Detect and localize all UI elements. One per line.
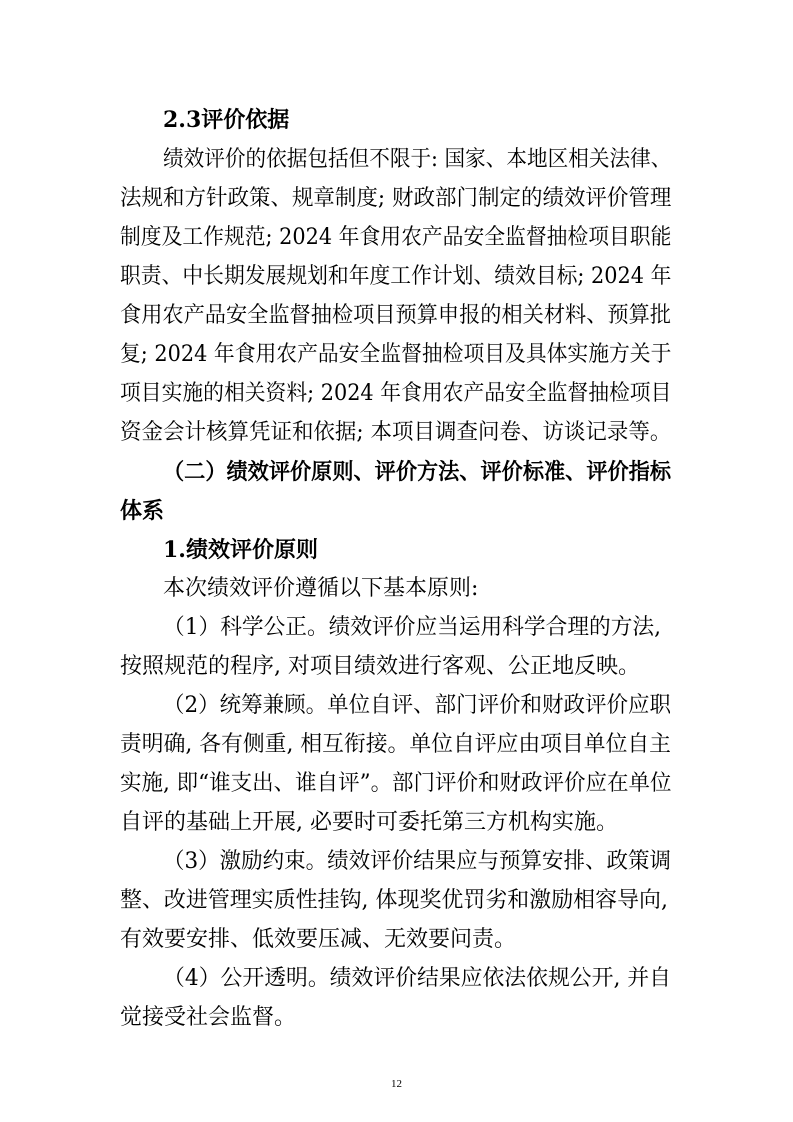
page-number: 12 [391, 1078, 402, 1090]
text-line: （2）统筹兼顾。单位自评、部门评价和财政评价应职 [163, 693, 671, 718]
text-line: 复; 2024 年食用农产品安全监督抽检项目及具体实施方关于 [120, 342, 672, 367]
text-line: 自评的基础上开展, 必要时可委托第三方机构实施。 [120, 810, 618, 835]
text-line: （4）公开透明。绩效评价结果应依法依规公开, 并自 [163, 966, 671, 991]
heading-text: 1.绩效评价原则 [163, 537, 318, 563]
text-line: 职责、中长期发展规划和年度工作计划、绩效目标; 2024 年 [120, 264, 672, 289]
text-line: 按照规范的程序, 对项目绩效进行客观、公正地反映。 [120, 654, 640, 679]
heading-text: （二）绩效评价原则、评价方法、评价标准、评价指标 [163, 459, 672, 485]
text-line: 绩效评价的依据包括但不限于: 国家、本地区相关法律、 [163, 147, 672, 172]
text-line: 项目实施的相关资料; 2024 年食用农产品安全监督抽检项目 [120, 381, 672, 406]
heading-text: 体系 [120, 498, 165, 524]
text-line: 资金会计核算凭证和依据; 本项目调查问卷、访谈记录等。 [120, 420, 672, 445]
text-line: 觉接受社会监督。 [120, 1005, 297, 1030]
text-line: 实施, 即“谁支出、谁自评”。部门评价和财政评价应在单位 [120, 771, 672, 796]
heading-text: 2.3评价依据 [163, 107, 290, 133]
text-line: 制度及工作规范; 2024 年食用农产品安全监督抽检项目职能 [120, 225, 672, 250]
text-line: 本次绩效评价遵循以下基本原则: [163, 576, 479, 601]
text-line: 有效要安排、低效要压减、无效要问责。 [120, 927, 517, 952]
text-line: 食用农产品安全监督抽检项目预算申报的相关材料、预算批 [120, 303, 672, 328]
text-line: 责明确, 各有侧重, 相互衔接。单位自评应由项目单位自主 [120, 732, 671, 757]
text-line: 法规和方针政策、规章制度; 财政部门制定的绩效评价管理 [120, 186, 672, 211]
text-line: （3）激励约束。绩效评价结果应与预算安排、政策调 [163, 849, 671, 874]
text-line: （1）科学公正。绩效评价应当运用科学合理的方法, [163, 615, 661, 640]
text-line: 整、改进管理实质性挂钩, 体现奖优罚劣和激励相容导向, [120, 888, 668, 913]
